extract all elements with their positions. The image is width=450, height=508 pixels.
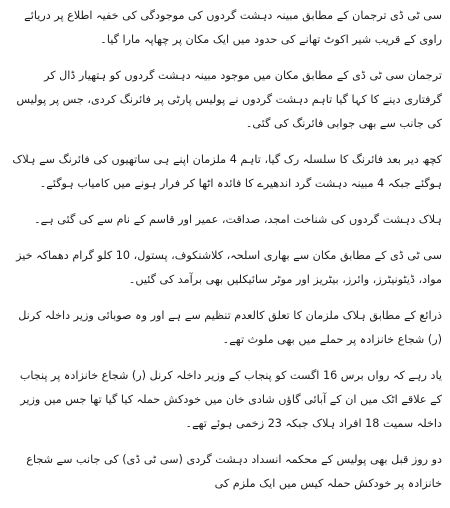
article-paragraph: دو روز قبل بھی پولیس کے محکمہ انسداد دہشت گردی (سی ٹی ڈی) کی جانب سے شجاع خانزادہ پر خودکش حملہ کیس میں ایک ملزم کی — [26, 453, 442, 490]
article-paragraph: ترجمان سی ٹی ڈی کے مطابق مکان میں موجود مبینہ دہشت گردوں کو ہتھیار ڈال کر گرفتاری دینے کا کہا گیا تاہم دہشت گردوں نے پولیس پارٹی پر فائرنگ کردی، جس پر پولیس کی جانب سے بھی جوابی فائرنگ کی گئی۔ — [16, 69, 442, 130]
article-paragraph: یاد رہے کہ رواں برس 16 اگست کو پنجاب کے وزیر داخلہ کرنل (ر) شجاع خانزادہ پر پنجاب کے علاقے اٹک میں ان کے آبائی گاؤں شادی خان میں خودکش حملہ کیا گیا تھا جس میں وزیر داخلہ سمیت 18 افراد ہلاک جبکہ 23 زخمی ہوئے تھے۔ — [19, 369, 442, 430]
article-paragraph: ہلاک دہشت گردوں کی شناخت امجد، صداقت، عمیر اور قاسم کے نام سے کی گئی ہے۔ — [34, 213, 442, 226]
article-paragraph: سی ٹی ڈی ترجمان کے مطابق مبینہ دہشت گردوں کی موجودگی کی خفیہ اطلاع پر دریائے راوی کے قریب شیر اکوٹ تھانے کی حدود میں ایک مکان پر چھاپہ مارا گیا۔ — [24, 9, 442, 46]
news-article — [6, 4, 442, 508]
article-paragraph: سی ٹی ڈی کے مطابق مکان سے بھاری اسلحہ، کلاشنکوف، پستول، 10 کلو گرام دھماکہ خیز مواد، ڈیٹونیٹرز، وائرز، بیٹریز اور موٹر سائیکلیں بھی برآمد کی گئیں۔ — [16, 249, 442, 286]
article-paragraph: کچھ دیر بعد فائرنگ کا سلسلہ رک گیا، تاہم 4 ملزمان اپنے ہی ساتھیوں کی فائرنگ سے ہلاک ہوگئے جبکہ 4 مبینہ دہشت گرد اندھیرے کا فائدہ اٹھا کر فرار ہونے میں کامیاب ہوگئے۔ — [12, 153, 442, 190]
article-paragraph: ذرائع کے مطابق ہلاک ملزمان کا تعلق کالعدم تنظیم سے ہے اور وہ صوبائی وزیر داخلہ کرنل (ر) شجاع خانزادہ پر حملے میں بھی ملوث تھے۔ — [18, 309, 442, 346]
